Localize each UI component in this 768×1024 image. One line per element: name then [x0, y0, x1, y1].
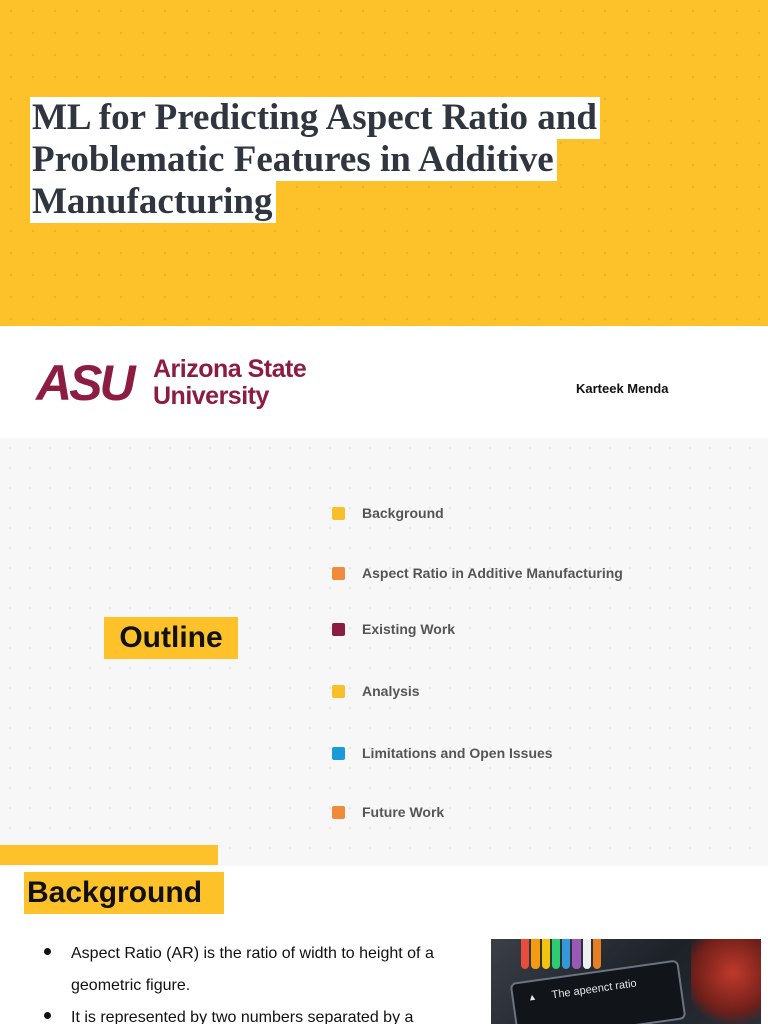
- asu-logo: [36, 356, 336, 416]
- accent-bar: [0, 845, 218, 865]
- photo-background-glow: [691, 939, 761, 1024]
- outline-item: [332, 503, 444, 523]
- outline-heading: Outline: [104, 617, 238, 659]
- slide-title: [30, 97, 650, 223]
- author-name: Karteek Menda: [576, 381, 669, 396]
- up-arrow-icon: ▲: [527, 991, 538, 1003]
- asu-name-line-1: Arizona State: [153, 355, 307, 383]
- outline-item-label: Background: [362, 505, 444, 521]
- square-bullet-icon: [332, 567, 345, 580]
- background-heading: Background: [24, 872, 224, 914]
- outline-item: [332, 619, 455, 639]
- printer-photo: [491, 939, 761, 1024]
- asu-logo-name: [153, 356, 306, 410]
- outline-item: [332, 743, 553, 763]
- outline-item-label: Future Work: [362, 804, 445, 820]
- bullet-item: It is represented by two numbers separated by a: [44, 1002, 484, 1024]
- square-bullet-icon: [332, 507, 345, 520]
- square-bullet-icon: [332, 806, 345, 819]
- ribbon-cables: [521, 939, 601, 969]
- square-bullet-icon: [332, 747, 345, 760]
- background-bullets: [44, 938, 484, 1024]
- outline-item-label: Existing Work: [362, 621, 456, 637]
- square-bullet-icon: [332, 685, 345, 698]
- asu-logo-mark: ASU: [36, 355, 133, 411]
- title-line-3: Manufacturing: [30, 181, 276, 223]
- display-panel: [510, 959, 687, 1024]
- title-line-2: Problematic Features in Additive: [30, 139, 557, 181]
- outline-item: [332, 802, 444, 822]
- title-line-1: ML for Predicting Aspect Ratio and: [30, 97, 600, 139]
- outline-item-label: Limitations and Open Issues: [362, 745, 553, 761]
- outline-item-label: Aspect Ratio in Additive Manufacturing: [362, 565, 623, 581]
- outline-item: [332, 681, 420, 701]
- bullet-item: Aspect Ratio (AR) is the ratio of width to height of a geometric figure.: [44, 938, 484, 1002]
- square-bullet-icon: [332, 623, 345, 636]
- asu-name-line-2: University: [153, 382, 269, 410]
- outline-item: [332, 563, 623, 583]
- panel-caption: The apeenct ratio: [550, 977, 638, 1002]
- outline-item-label: Analysis: [362, 683, 420, 699]
